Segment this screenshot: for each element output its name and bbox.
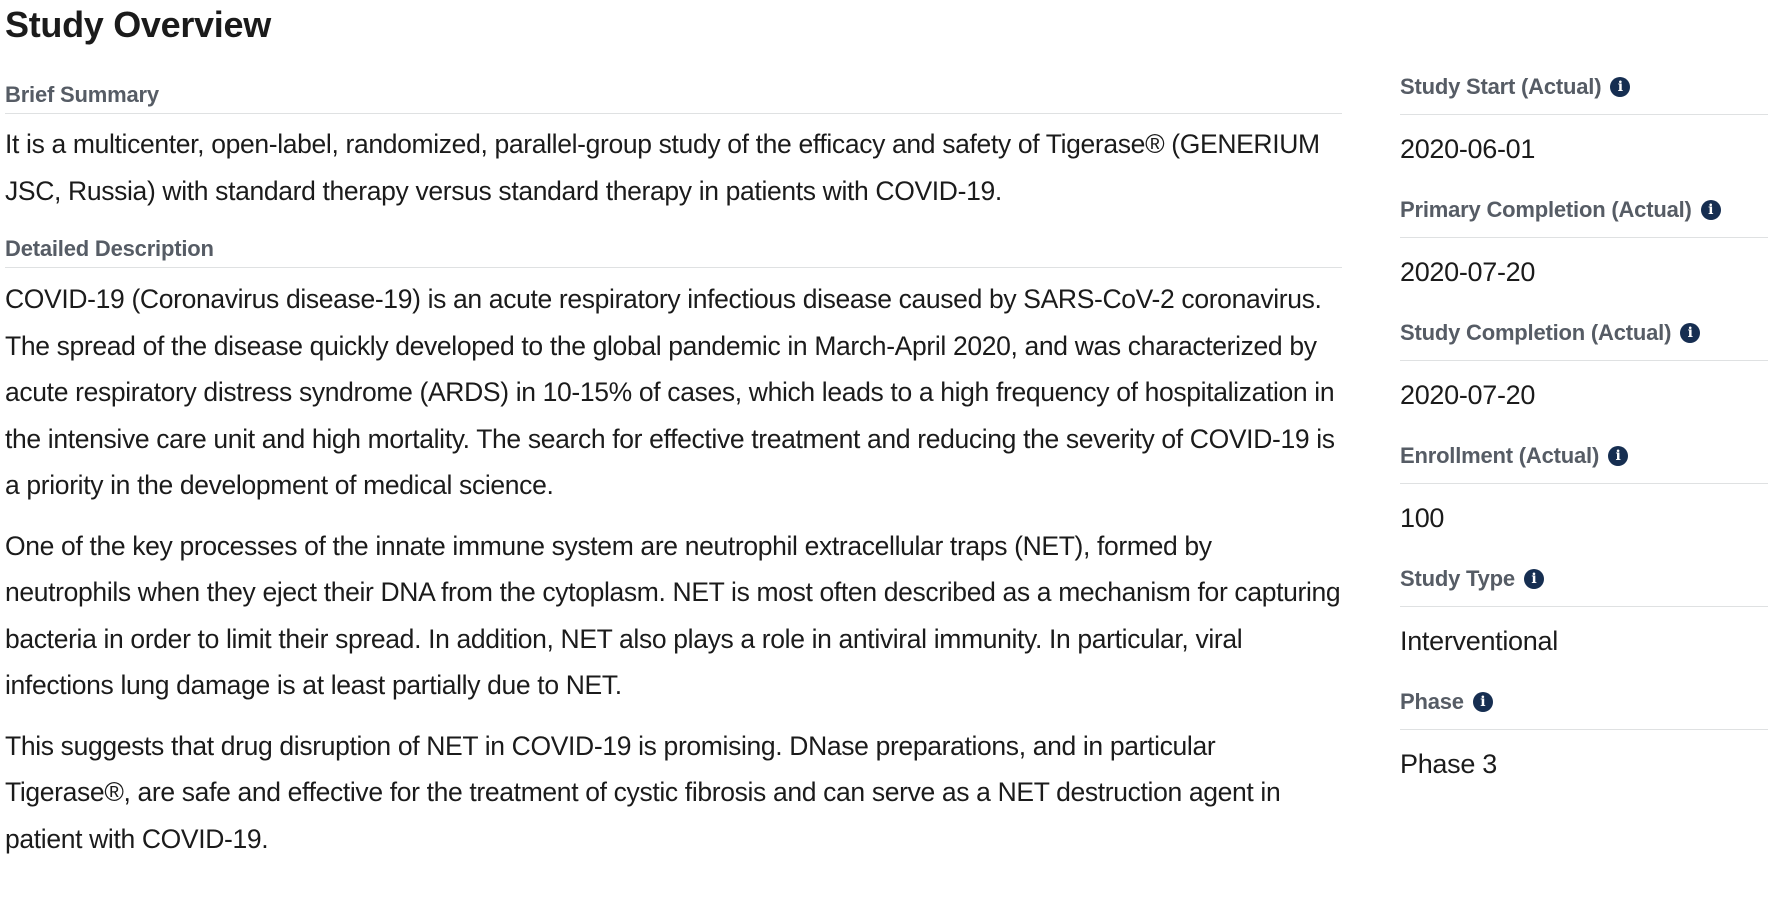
study-description-column — [5, 80, 1342, 862]
fact-study-type — [1400, 564, 1768, 687]
fact-label-text: Primary Completion (Actual) — [1400, 197, 1692, 222]
fact-label — [1400, 441, 1768, 484]
fact-label — [1400, 564, 1768, 607]
fact-label — [1400, 195, 1768, 238]
info-icon[interactable]: i — [1680, 323, 1700, 343]
detailed-description-section — [5, 234, 1342, 862]
detailed-description-paragraph: COVID-19 (Coronavirus disease-19) is an acute respiratory infectious disease caused by SARS-CoV-2 coronavirus. The spread of the disease quickly developed to the global pandemic in March-April 2020, and was characterized by acute respiratory distress syndrome (ARDS) in 10-15% of cases, which leads to a high frequency of hospitalization in the intensive care unit and high mortality. The search for effective treatment and reducing the severity of COVID-19 is a priority in the development of medical science. — [5, 284, 1335, 500]
info-icon[interactable]: i — [1610, 77, 1630, 97]
fact-label-text: Enrollment (Actual) — [1400, 443, 1600, 468]
fact-phase — [1400, 687, 1768, 810]
detailed-description-paragraph: One of the key processes of the innate immune system are neutrophil extracellular traps (NET), formed by neutrophils when they eject their DNA from the cytoplasm. NET is most often described as a mechanism for capturing bacteria in order to limit their spread. In addition, NET also plays a role in antiviral immunity. In particular, viral infections lung damage is at least partially due to NET. — [5, 530, 1341, 700]
fact-value: Phase 3 — [1400, 749, 1497, 779]
fact-value: 2020-07-20 — [1400, 380, 1536, 410]
brief-summary-heading: Brief Summary — [5, 80, 1342, 114]
fact-label-text: Phase — [1400, 689, 1464, 714]
brief-summary-section — [5, 80, 1342, 214]
fact-primary-completion — [1400, 195, 1768, 318]
fact-value: 2020-06-01 — [1400, 134, 1536, 164]
info-icon[interactable]: i — [1473, 692, 1493, 712]
study-facts-sidebar — [1400, 72, 1768, 810]
fact-label-text: Study Start (Actual) — [1400, 74, 1602, 99]
fact-label — [1400, 72, 1768, 115]
fact-label-text: Study Type — [1400, 566, 1515, 591]
fact-value: Interventional — [1400, 626, 1558, 656]
info-icon[interactable]: i — [1701, 200, 1721, 220]
info-icon[interactable]: i — [1608, 446, 1628, 466]
detailed-description-heading: Detailed Description — [5, 234, 1342, 268]
fact-label-text: Study Completion (Actual) — [1400, 320, 1672, 345]
fact-label — [1400, 318, 1768, 361]
page-title: Study Overview — [5, 4, 271, 45]
fact-label — [1400, 687, 1768, 730]
fact-enrollment — [1400, 441, 1768, 564]
fact-study-start — [1400, 72, 1768, 195]
info-icon[interactable]: i — [1524, 569, 1544, 589]
detailed-description-paragraph: This suggests that drug disruption of NET in COVID-19 is promising. DNase preparations, and in particular Tigerase®, are safe and effective for the treatment of cystic fibrosis and can serve as a NET destruction agent in patient with COVID-19. — [5, 730, 1281, 854]
fact-value: 2020-07-20 — [1400, 257, 1536, 287]
fact-value: 100 — [1400, 503, 1445, 533]
fact-study-completion — [1400, 318, 1768, 441]
brief-summary-text: It is a multicenter, open-label, randomized, parallel-group study of the efficacy and safety of Tigerase® (GENERIUM JSC, Russia) with standard therapy versus standard therapy in patients with COVID-19. — [5, 129, 1320, 206]
